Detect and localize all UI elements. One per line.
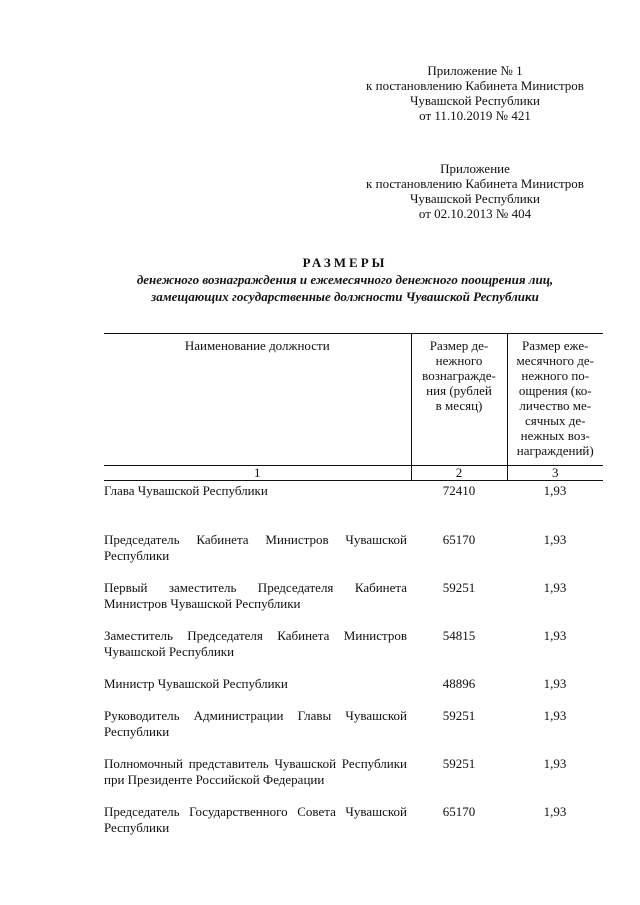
salary-value: 59251: [442, 756, 476, 771]
document-title: [100, 255, 590, 305]
table-row: [104, 532, 603, 580]
appendix-2-block: [355, 161, 595, 221]
table-row: [104, 676, 603, 708]
table-row: [104, 628, 603, 676]
appendix-1-ref: к постановлению Кабинета Министров: [366, 78, 584, 93]
position-name: Заместитель Председателя Кабинета Министров Чувашской Республики: [104, 628, 407, 659]
bonus-value: 1,93: [543, 483, 567, 498]
title-subtitle-line-1: денежного вознаграждения и ежемесячного денежного поощрения лиц,: [136, 272, 554, 287]
table-header-row: [104, 334, 603, 466]
salary-value: 72410: [442, 483, 476, 498]
column-number-3: 3: [507, 466, 603, 481]
appendix-2-ref: к постановлению Кабинета Министров: [366, 176, 584, 191]
table-row: [104, 756, 603, 804]
header-salary: Размер де- нежного вознагражде- ния (рублей в месяц): [411, 334, 507, 466]
appendix-1-title: Приложение № 1: [427, 63, 523, 78]
bonus-value: 1,93: [543, 580, 567, 595]
salary-table: [104, 333, 603, 852]
position-name: Руководитель Администрации Главы Чувашской Республики: [104, 708, 407, 739]
position-name: Председатель Кабинета Министров Чувашской Республики: [104, 532, 407, 563]
title-main: РАЗМЕРЫ: [302, 255, 388, 270]
table-row: [104, 804, 603, 852]
position-name: Первый заместитель Председателя Кабинета Министров Чувашской Республики: [104, 580, 407, 611]
salary-table-container: [104, 333, 603, 852]
bonus-value: 1,93: [543, 804, 567, 819]
appendix-2-date: от 02.10.2013 № 404: [418, 206, 532, 221]
bonus-value: 1,93: [543, 756, 567, 771]
header-bonus: Размер еже- месячного де- нежного по- ощрения (ко- личество ме- сячных де- нежных воз- награждений): [507, 334, 603, 466]
column-number-row: [104, 466, 603, 481]
salary-value: 54815: [442, 628, 476, 643]
salary-value: 59251: [442, 580, 476, 595]
position-name: Председатель Государственного Совета Чувашской Республики: [104, 804, 407, 835]
appendix-1-block: [355, 63, 595, 123]
bonus-value: 1,93: [543, 532, 567, 547]
bonus-value: 1,93: [543, 676, 567, 691]
appendix-1-republic: Чувашской Республики: [409, 93, 541, 108]
salary-value: 48896: [442, 676, 476, 691]
header-position-name: Наименование должности: [104, 334, 411, 466]
salary-value: 65170: [442, 532, 476, 547]
appendix-1-date: от 11.10.2019 № 421: [419, 108, 531, 123]
appendix-2-republic: Чувашской Республики: [409, 191, 541, 206]
title-subtitle-line-2: замещающих государственные должности Чувашской Республики: [151, 289, 539, 304]
column-number-2: 2: [411, 466, 507, 481]
table-row: [104, 708, 603, 756]
appendix-2-title: Приложение: [440, 161, 510, 176]
position-name: Глава Чувашской Республики: [104, 483, 268, 498]
position-name: Министр Чувашской Республики: [104, 676, 288, 691]
salary-value: 59251: [442, 708, 476, 723]
bonus-value: 1,93: [543, 708, 567, 723]
column-number-1: 1: [104, 466, 411, 481]
bonus-value: 1,93: [543, 628, 567, 643]
salary-value: 65170: [442, 804, 476, 819]
table-row: [104, 481, 603, 533]
position-name: Полномочный представитель Чувашской Республики при Президенте Российской Федерации: [104, 756, 407, 787]
table-row: [104, 580, 603, 628]
